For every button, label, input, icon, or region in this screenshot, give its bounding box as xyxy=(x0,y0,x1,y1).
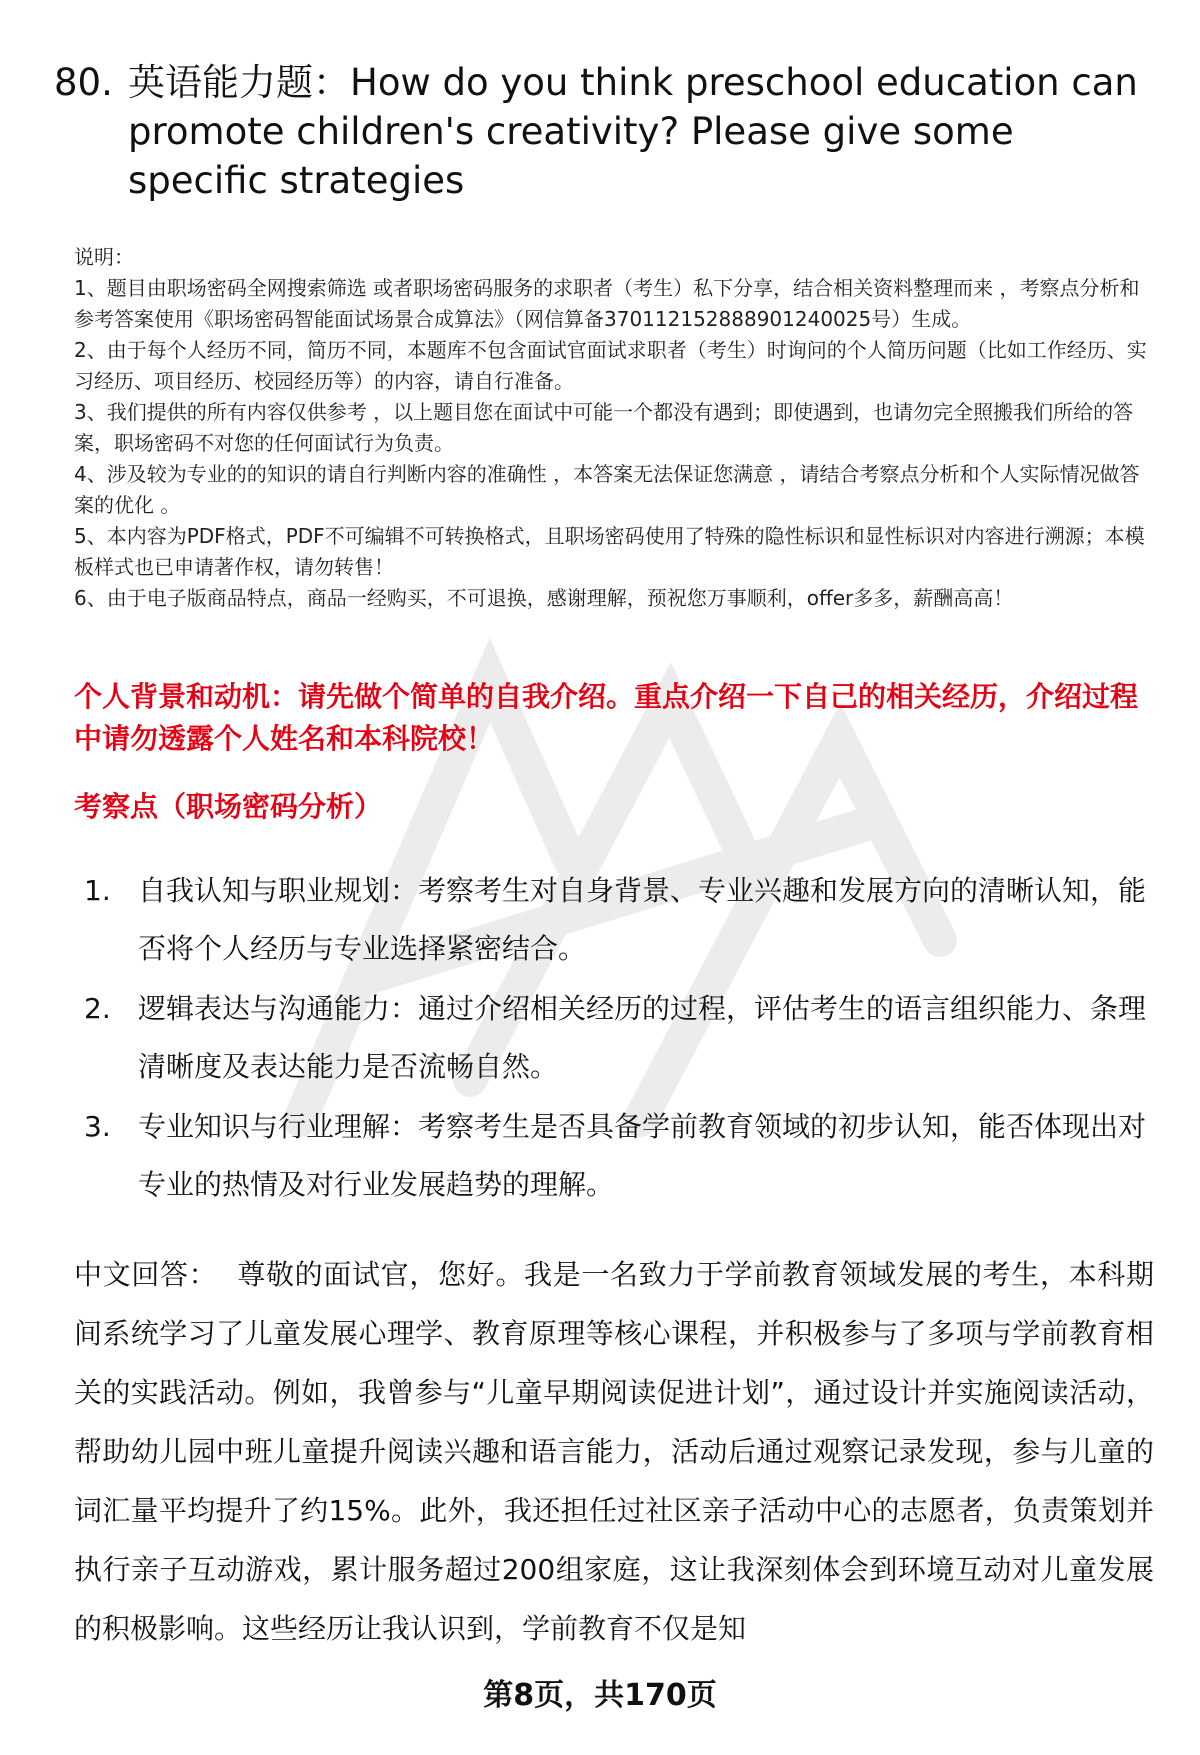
key-point-item xyxy=(74,1098,1154,1214)
key-point-number: 2. xyxy=(84,992,111,1025)
notes-section xyxy=(74,242,1154,614)
answer-text: 尊敬的面试官，您好。我是一名致力于学前教育领域发展的考生，本科期间系统学习了儿童发展心理学、教育原理等核心课程，并积极参与了多项与学前教育相关的实践活动。例如，我曾参与“儿童早期阅读促进计划”，通过设计并实施阅读活动，帮助幼儿园中班儿童提升阅读兴趣和语言能力，活动后通过观察记录发现，参与儿童的词汇量平均提升了约15%。此外，我还担任过社区亲子活动中心的志愿者，负责策划并执行亲子互动游戏，累计服务超过200组家庭，这让我深刻体会到环境互动对儿童发展的积极影响。这些经历让我认识到，学前教育不仅是知 xyxy=(74,1258,1154,1645)
background-heading: 个人背景和动机：请先做个简单的自我介绍。重点介绍一下自己的相关经历，介绍过程中请勿透露个人姓名和本科院校！ xyxy=(74,680,1139,755)
page-number: 第8页，共170页 xyxy=(483,1678,717,1713)
question-text: 英语能力题：How do you think preschool education can promote children's creativity? Please give some specific strategies xyxy=(128,61,1138,202)
note-item: 3、我们提供的所有内容仅供参考 ，以上题目您在面试中可能一个都没有遇到；即使遇到，也请勿完全照搬我们所给的答案，职场密码不对您的任何面试行为负责。 xyxy=(74,400,1134,455)
key-point-number: 1. xyxy=(84,874,111,907)
key-point-item xyxy=(74,980,1154,1096)
key-point-text: 专业知识与行业理解：考察考生是否具备学前教育领域的初步认知，能否体现出对专业的热情及对行业发展趋势的理解。 xyxy=(138,1110,1147,1201)
note-item: 1、题目由职场密码全网搜索筛选 或者职场密码服务的求职者（考生）私下分享，结合相关资料整理而来 ，考察点分析和参考答案使用《职场密码智能面试场景合成算法》（网信算备370112152888901240025号）生成。 xyxy=(74,276,1140,331)
question-title xyxy=(54,58,1154,205)
note-item: 5、本内容为PDF格式，PDF不可编辑不可转换格式，且职场密码使用了特殊的隐性标识和显性标识对内容进行溯源；本模板样式也已申请著作权，请勿转售！ xyxy=(74,524,1145,579)
answer-paragraph xyxy=(74,1245,1154,1658)
key-points-list xyxy=(74,862,1154,1216)
note-item: 2、由于每个人经历不同，简历不同，本题库不包含面试官面试求职者（考生）时询问的个人简历问题（比如工作经历、实习经历、项目经历、校园经历等）的内容，请自行准备。 xyxy=(74,338,1147,393)
key-point-text: 逻辑表达与沟通能力：通过介绍相关经历的过程，评估考生的语言组织能力、条理清晰度及表达能力是否流畅自然。 xyxy=(138,992,1147,1083)
answer-label: 中文回答： xyxy=(74,1258,218,1291)
key-point-item xyxy=(74,862,1154,978)
key-point-text: 自我认知与职业规划：考察考生对自身背景、专业兴趣和发展方向的清晰认知，能否将个人经历与专业选择紧密结合。 xyxy=(138,874,1147,965)
notes-title: 说明： xyxy=(74,245,134,269)
question-number: 80. xyxy=(54,61,113,104)
key-point-number: 3. xyxy=(84,1110,111,1143)
note-item: 6、由于电子版商品特点，商品一经购买，不可退换，感谢理解，预祝您万事顺利，offer多多，薪酬高高！ xyxy=(74,586,1014,610)
note-item: 4、涉及较为专业的的知识的请自行判断内容的准确性 ，本答案无法保证您满意 ，请结合考察点分析和个人实际情况做答案的优化 。 xyxy=(74,462,1140,517)
key-points-heading: 考察点（职场密码分析） xyxy=(74,790,383,823)
